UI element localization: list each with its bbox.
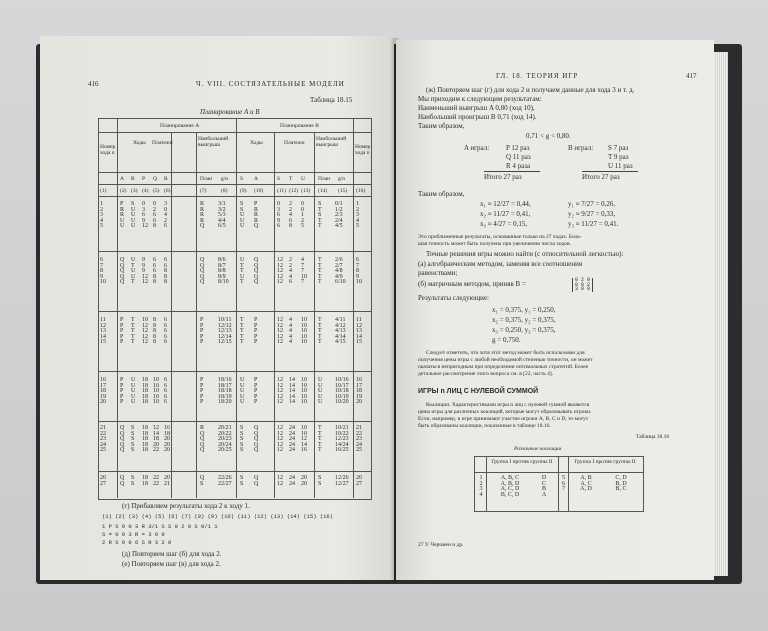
- header-payments-b: Платежи: [284, 140, 305, 146]
- table-cell: 6 6 8 8 8: [164, 257, 167, 286]
- table-cell: P R R U U: [120, 201, 125, 230]
- table-cell: U T T U T: [240, 257, 245, 286]
- step-g-row-3: 2 R S 0 0 6 S R 3 2 0: [102, 539, 172, 546]
- header-moves-a: Ходы: [133, 140, 146, 146]
- sub-header-letter: P: [142, 176, 146, 182]
- table-cell: 18 18 18 18 18: [142, 425, 148, 454]
- table-cell: 1 2 3 4 5: [356, 201, 359, 230]
- step-e: (е) Повторяем шаг (в) для хода 2.: [122, 560, 221, 568]
- sub-header-letter: План: [318, 176, 331, 182]
- table-cell: 4 7 7 10 7: [301, 257, 307, 286]
- table-cell: T T T T T: [318, 425, 322, 454]
- table-cell: U U U U U: [131, 377, 136, 406]
- step-g-row-2: S = 0 0 3 R = 3 0 0: [102, 531, 165, 538]
- table-cell: S U U U U: [131, 201, 136, 230]
- table-cell: 8/6 8/7 8/8 8/9 8/10: [218, 257, 229, 286]
- table-cell: 6 6 6 8 8: [153, 257, 156, 286]
- table-cell: 10/11 12/12 12/13 12/14 12/15: [218, 317, 232, 346]
- para-matrix: (б) матричным методом, приняв B =: [418, 280, 526, 288]
- para-note-2: получения цены игры с любой необходимой степенью точности, он может: [418, 357, 593, 363]
- table-cell: 11 12 13 14 15: [356, 317, 362, 346]
- table-cell: 3/1 3/2 5/3 4/4 6/5: [218, 201, 226, 230]
- sub-header-letter: R: [164, 176, 168, 182]
- table-cell: 14 14 14 14 14: [289, 377, 295, 406]
- column-number: (15): [338, 188, 348, 194]
- sub-header-letter: U: [301, 176, 305, 182]
- header-planning-b: Планирование В: [280, 123, 319, 129]
- left-page-number: 416: [88, 80, 99, 88]
- para-note-3: оказаться непригодным при определении оптимальных стратегий. Более: [418, 364, 589, 370]
- para-coalitions-3: Если, например, в игре принимают участие игроки A, B, C и D, то могут: [418, 416, 589, 422]
- table-cell: 2 2 4 4 6: [289, 257, 292, 286]
- column-number: (13): [301, 188, 311, 194]
- table-cell: T T T T T: [318, 257, 322, 286]
- table2-title: Различные коалиции: [514, 446, 562, 452]
- table-cell: 10 10 10 10 10: [153, 377, 159, 406]
- table-cell: 16 17 18 19 20: [100, 377, 106, 406]
- para-zh: (ж) Повторяем шаг (г) для хода 2 и получаем данные для хода 3 и т. д.: [426, 86, 635, 94]
- para-min-win: Наименьший выигрыш A 0,80 (ход 10),: [418, 104, 535, 112]
- table-cell: 4 4 4 4 4: [289, 317, 292, 346]
- result-1: x₁ = 0,375, y₁ = 0,250,: [492, 306, 556, 314]
- para-thus-1: Таким образом,: [418, 122, 465, 130]
- a-played-r: R 4 раза: [506, 162, 531, 170]
- b-played-u: U 11 раз: [608, 162, 633, 170]
- header-move-number: Номер хода n: [100, 144, 116, 156]
- column-number: (5): [153, 188, 160, 194]
- table-cell: 16 17 18 19 20: [356, 377, 362, 406]
- para-results-2: Результаты следующие:: [418, 294, 489, 302]
- table-cell: S S: [240, 475, 244, 487]
- table-cell: S S U U U: [240, 201, 245, 230]
- sub-header-letter: T: [289, 176, 293, 182]
- step-g: (г) Прибавляем результаты хода 2 к ходу 1.: [122, 502, 250, 510]
- b-played-label: B играл:: [568, 144, 594, 152]
- sub-header-letter: g/n: [221, 176, 229, 182]
- table-cell: T T T T T: [240, 317, 244, 346]
- para-note-1: Следует отметить, что хотя этот метод может быть использован для: [426, 350, 585, 356]
- para-algebraic: (а) алгебраическим методом, заменяя все соотношения: [418, 260, 583, 268]
- column-number: (16): [356, 188, 366, 194]
- table-cell: 6 7 8 9 10: [356, 257, 362, 286]
- table2-header-2: Группа I против группы II: [574, 459, 636, 465]
- table-cell: 10 10 10 10 10: [301, 377, 307, 406]
- table-cell: 11 12 13 14 15: [100, 317, 106, 346]
- planning-table: [98, 118, 372, 500]
- column-number: (11): [277, 188, 286, 194]
- para-approx-2: шая точность может быть получена при увеличении числа ходов.: [418, 241, 571, 247]
- approx-y1: y₁ ≈ 7/27 = 0,26,: [568, 200, 616, 208]
- right-page: [396, 40, 714, 580]
- table-cell: Q Q Q Q Q: [200, 257, 205, 286]
- column-number: (12): [289, 188, 299, 194]
- table-cell: 2/6 2/7 4/8 4/9 6/10: [335, 257, 346, 286]
- table-cell: U U U U U: [318, 377, 323, 406]
- header-payments-a: Платежи: [152, 140, 173, 146]
- table-cell: Q Q Q Q Q: [254, 425, 259, 454]
- result-g: g = 0,750.: [492, 336, 521, 344]
- table-cell: 12/26 12/27: [335, 475, 349, 487]
- table-cell: U T U U T: [131, 257, 136, 286]
- approx-x3: x₃ ≈ 4/27 = 0,15,: [480, 220, 528, 228]
- para-max-loss: Наибольший проигрыш B 0,71 (ход 14).: [418, 113, 537, 121]
- a-played-p: P 12 раз: [506, 144, 530, 152]
- header-min-loss: Наибольший выигрыш: [316, 136, 347, 148]
- step-d: (д) Повторяем шаг (б) для хода 2.: [122, 550, 222, 558]
- column-number: (9): [240, 188, 247, 194]
- approx-y2: y₂ ≈ 9/27 = 0,33,: [568, 210, 616, 218]
- table-cell: 16 18 20 20 20: [164, 425, 170, 454]
- para-note-4: детальное рассмотрение этого вопроса см. в [22, часть 4].: [418, 371, 554, 377]
- result-2: x₂ = 0,375, y₂ = 0,375,: [492, 316, 556, 324]
- para-coalitions-1: Коалиции. Характеристиками игры n лиц с нулевой суммой являются: [426, 402, 590, 408]
- table2-col-5: A, B A, C A, D: [580, 475, 592, 493]
- table-cell: 24 24: [289, 475, 295, 487]
- right-page-number: 417: [686, 72, 697, 80]
- table-cell: P P P P P: [120, 317, 124, 346]
- table2-col-1: 1 2 3 4: [479, 475, 483, 498]
- table2-col-6: C, D B, D B, C: [615, 475, 627, 493]
- table-cell: T T T T T: [131, 317, 135, 346]
- para-coalitions-4: быть образованы коалиции, показанные в таблице 18.16.: [418, 423, 551, 429]
- table-cell: S S S S S: [131, 425, 135, 454]
- table-cell: 12 12: [277, 475, 283, 487]
- table-cell: U U U U U: [240, 377, 245, 406]
- table-cell: 1 2 3 4 5: [100, 201, 103, 230]
- a-played-q: Q 11 раз: [506, 153, 531, 161]
- approx-x1: x₁ ≈ 12/27 = 0,44,: [480, 200, 531, 208]
- table-cell: P P P P P: [200, 377, 204, 406]
- sub-header-letter: S: [277, 176, 281, 182]
- table-cell: 20 20: [301, 475, 307, 487]
- table-cell: Q Q: [254, 475, 259, 487]
- table-cell: S S: [131, 475, 135, 487]
- matrix-b: 0 2 0 0 0 2 3 0 0: [572, 278, 593, 292]
- table-cell: P P P P P: [254, 317, 258, 346]
- table-title: Планирование А и В: [200, 108, 260, 116]
- header-move-number-2: Номер хода n: [355, 144, 371, 156]
- table-cell: 21 22 23 24 25: [356, 425, 362, 454]
- table2-label: Таблица 18.16: [636, 434, 670, 440]
- table-cell: 8 8 8 8 8: [153, 317, 156, 346]
- approx-y3: y₃ ≈ 11/27 = 0,41.: [568, 220, 619, 228]
- table-cell: R Q Q Q Q: [200, 425, 205, 454]
- table-cell: 22/26 22/27: [218, 475, 232, 487]
- page-edges: [714, 52, 728, 576]
- table2-col-2: A, B, C A, B, D A, C, D B, C, D: [500, 475, 520, 498]
- header-max-win: Наибольший выигрыш: [198, 136, 229, 148]
- column-number: (8): [221, 188, 228, 194]
- table-cell: 22 22: [153, 475, 159, 487]
- left-page: [40, 36, 394, 580]
- table-cell: 12 12 12 12 12: [277, 317, 283, 346]
- step-g-numbers: (1) (2) (3) (4) (5) (6) (7) (8) (9) (10) (11) (12) (13) (14) (15) (16): [102, 513, 334, 520]
- table-cell: 20/21 20/22 20/23 20/24 20/25: [218, 425, 232, 454]
- sub-header-letter: A: [120, 176, 124, 182]
- table-cell: Q Q Q Q Q: [120, 425, 125, 454]
- step-g-row-1: 1 P S 0 0 3 R 3/1 S S 0 2 0 S 0/1 1: [102, 523, 218, 530]
- table-cell: 9 9 9 12 12: [142, 257, 148, 286]
- para-thus-2: Таким образом,: [418, 190, 465, 198]
- para-results: Мы приходим к следующим результатам:: [418, 95, 542, 103]
- table-cell: 12 12 12 12 12: [277, 257, 283, 286]
- sub-header-letter: План: [200, 176, 213, 182]
- column-number: (2): [120, 188, 127, 194]
- table-cell: 6 7 8 9 10: [100, 257, 106, 286]
- column-number: (3): [131, 188, 138, 194]
- table2-col-4: 5 6 7: [562, 475, 565, 493]
- sub-header-letter: B: [131, 176, 135, 182]
- left-running-head: Ч. VIII. СОСТЯЗАТЕЛЬНЫЕ МОДЕЛИ: [196, 80, 345, 88]
- b-played-t: T 9 раз: [608, 153, 629, 161]
- table-cell: 10 12 12 12 12: [142, 317, 148, 346]
- table-cell: 2 2 4 6 8: [289, 201, 292, 230]
- table-cell: S S: [318, 475, 322, 487]
- result-3: x₃ = 0,250, y₃ = 0,375,: [492, 326, 556, 334]
- table-cell: 26 27: [356, 475, 362, 487]
- table-cell: 0 0 1 2 5: [301, 201, 304, 230]
- table-cell: 0 2 6 6 8: [153, 201, 156, 230]
- table-cell: 12 12 12 12 12: [277, 377, 283, 406]
- table-cell: P P P P P: [254, 377, 258, 406]
- table-cell: 20 21: [164, 475, 170, 487]
- table-cell: Q Q Q Q Q: [254, 257, 259, 286]
- table-cell: 6 6 6 6 6: [164, 317, 167, 346]
- sub-header-letter: Q: [153, 176, 157, 182]
- para-approx-1: Это приближенные результаты, основанные только на 27 ходах. Боль-: [418, 234, 582, 240]
- column-number: (14): [318, 188, 328, 194]
- table-cell: Q Q Q Q Q: [120, 257, 125, 286]
- inequality: 0,71 < g < 0,80.: [526, 132, 571, 140]
- table-cell: 26 27: [100, 475, 106, 487]
- table-cell: S T S T T: [318, 201, 322, 230]
- table-cell: S S S S S: [240, 425, 244, 454]
- column-number: (4): [142, 188, 149, 194]
- table-cell: P R R R Q: [254, 201, 259, 230]
- column-number: (1): [100, 188, 107, 194]
- table-cell: 18 18: [142, 475, 148, 487]
- sub-header-letter: A: [254, 176, 258, 182]
- table-cell: 12 12 12 12 12: [277, 425, 283, 454]
- b-played-total: Итого 27 раз: [582, 173, 620, 181]
- table-cell: 0/1 1/2 2/3 2/4 4/5: [335, 201, 343, 230]
- right-running-head: ГЛ. 18. ТЕОРИЯ ИГР: [496, 72, 579, 80]
- table-cell: 21 22 23 24 25: [100, 425, 106, 454]
- table-cell: 24 24 24 24 24: [289, 425, 295, 454]
- table-cell: 0 3 6 9 6: [277, 201, 280, 230]
- table-cell: Q S: [200, 475, 205, 487]
- sub-header-letter: S: [240, 176, 244, 182]
- table-cell: 12 14 18 20 22: [153, 425, 159, 454]
- table-cell: 18 18 18 18 18: [142, 377, 148, 406]
- table-cell: 6 6 6 6 6: [164, 377, 167, 406]
- table-cell: 10 10 10 10 10: [301, 317, 307, 346]
- sub-header-letter: g/n: [338, 176, 346, 182]
- a-played-total: Итого 27 раз: [484, 173, 522, 181]
- table-cell: 0 3 6 9 12: [142, 201, 148, 230]
- section-heading: ИГРЫ n ЛИЦ С НУЛЕВОЙ СУММОЙ: [418, 388, 539, 395]
- table2-header-1: Группа I против группы II: [491, 459, 553, 465]
- para-algebraic-2: равенствами;: [418, 269, 458, 277]
- header-moves-b: Ходы: [250, 140, 263, 146]
- table-cell: 10/16 10/17 10/18 10/19 10/20: [335, 377, 349, 406]
- table-label: Таблица 18.15: [310, 96, 353, 104]
- table-cell: R R R R Q: [200, 201, 205, 230]
- table-cell: 10/21 10/22 12/23 14/24 16/25: [335, 425, 349, 454]
- page-footer: 27 У. Черчмен и др.: [418, 542, 464, 548]
- table-cell: 3 0 4 2 6: [164, 201, 167, 230]
- para-exact: Точные решения игры можно найти (с относительной легкостью):: [426, 250, 624, 258]
- column-number: (6): [164, 188, 171, 194]
- table-cell: T T T T T: [318, 317, 322, 346]
- column-number: (10): [254, 188, 264, 194]
- b-played-s: S 7 раз: [608, 144, 629, 152]
- a-played-label: A играл:: [464, 144, 490, 152]
- table-cell: P P P P P: [120, 377, 124, 406]
- header-planning-a: Планирование А: [160, 123, 200, 129]
- table-cell: 4/11 4/12 4/13 4/14 4/15: [335, 317, 346, 346]
- table-cell: 10 10 12 14 16: [301, 425, 307, 454]
- table-cell: P P P P P: [200, 317, 204, 346]
- table-cell: Q Q: [120, 475, 125, 487]
- approx-x2: x₂ ≈ 11/27 = 0,41,: [480, 210, 531, 218]
- column-number: (7): [200, 188, 207, 194]
- table-cell: 18/16 18/17 18/18 18/19 18/20: [218, 377, 232, 406]
- table2-col-3: D C B A: [541, 475, 547, 498]
- para-coalitions-2: цены игры для различных коалиций, которые могут образовывать игроки.: [418, 409, 592, 415]
